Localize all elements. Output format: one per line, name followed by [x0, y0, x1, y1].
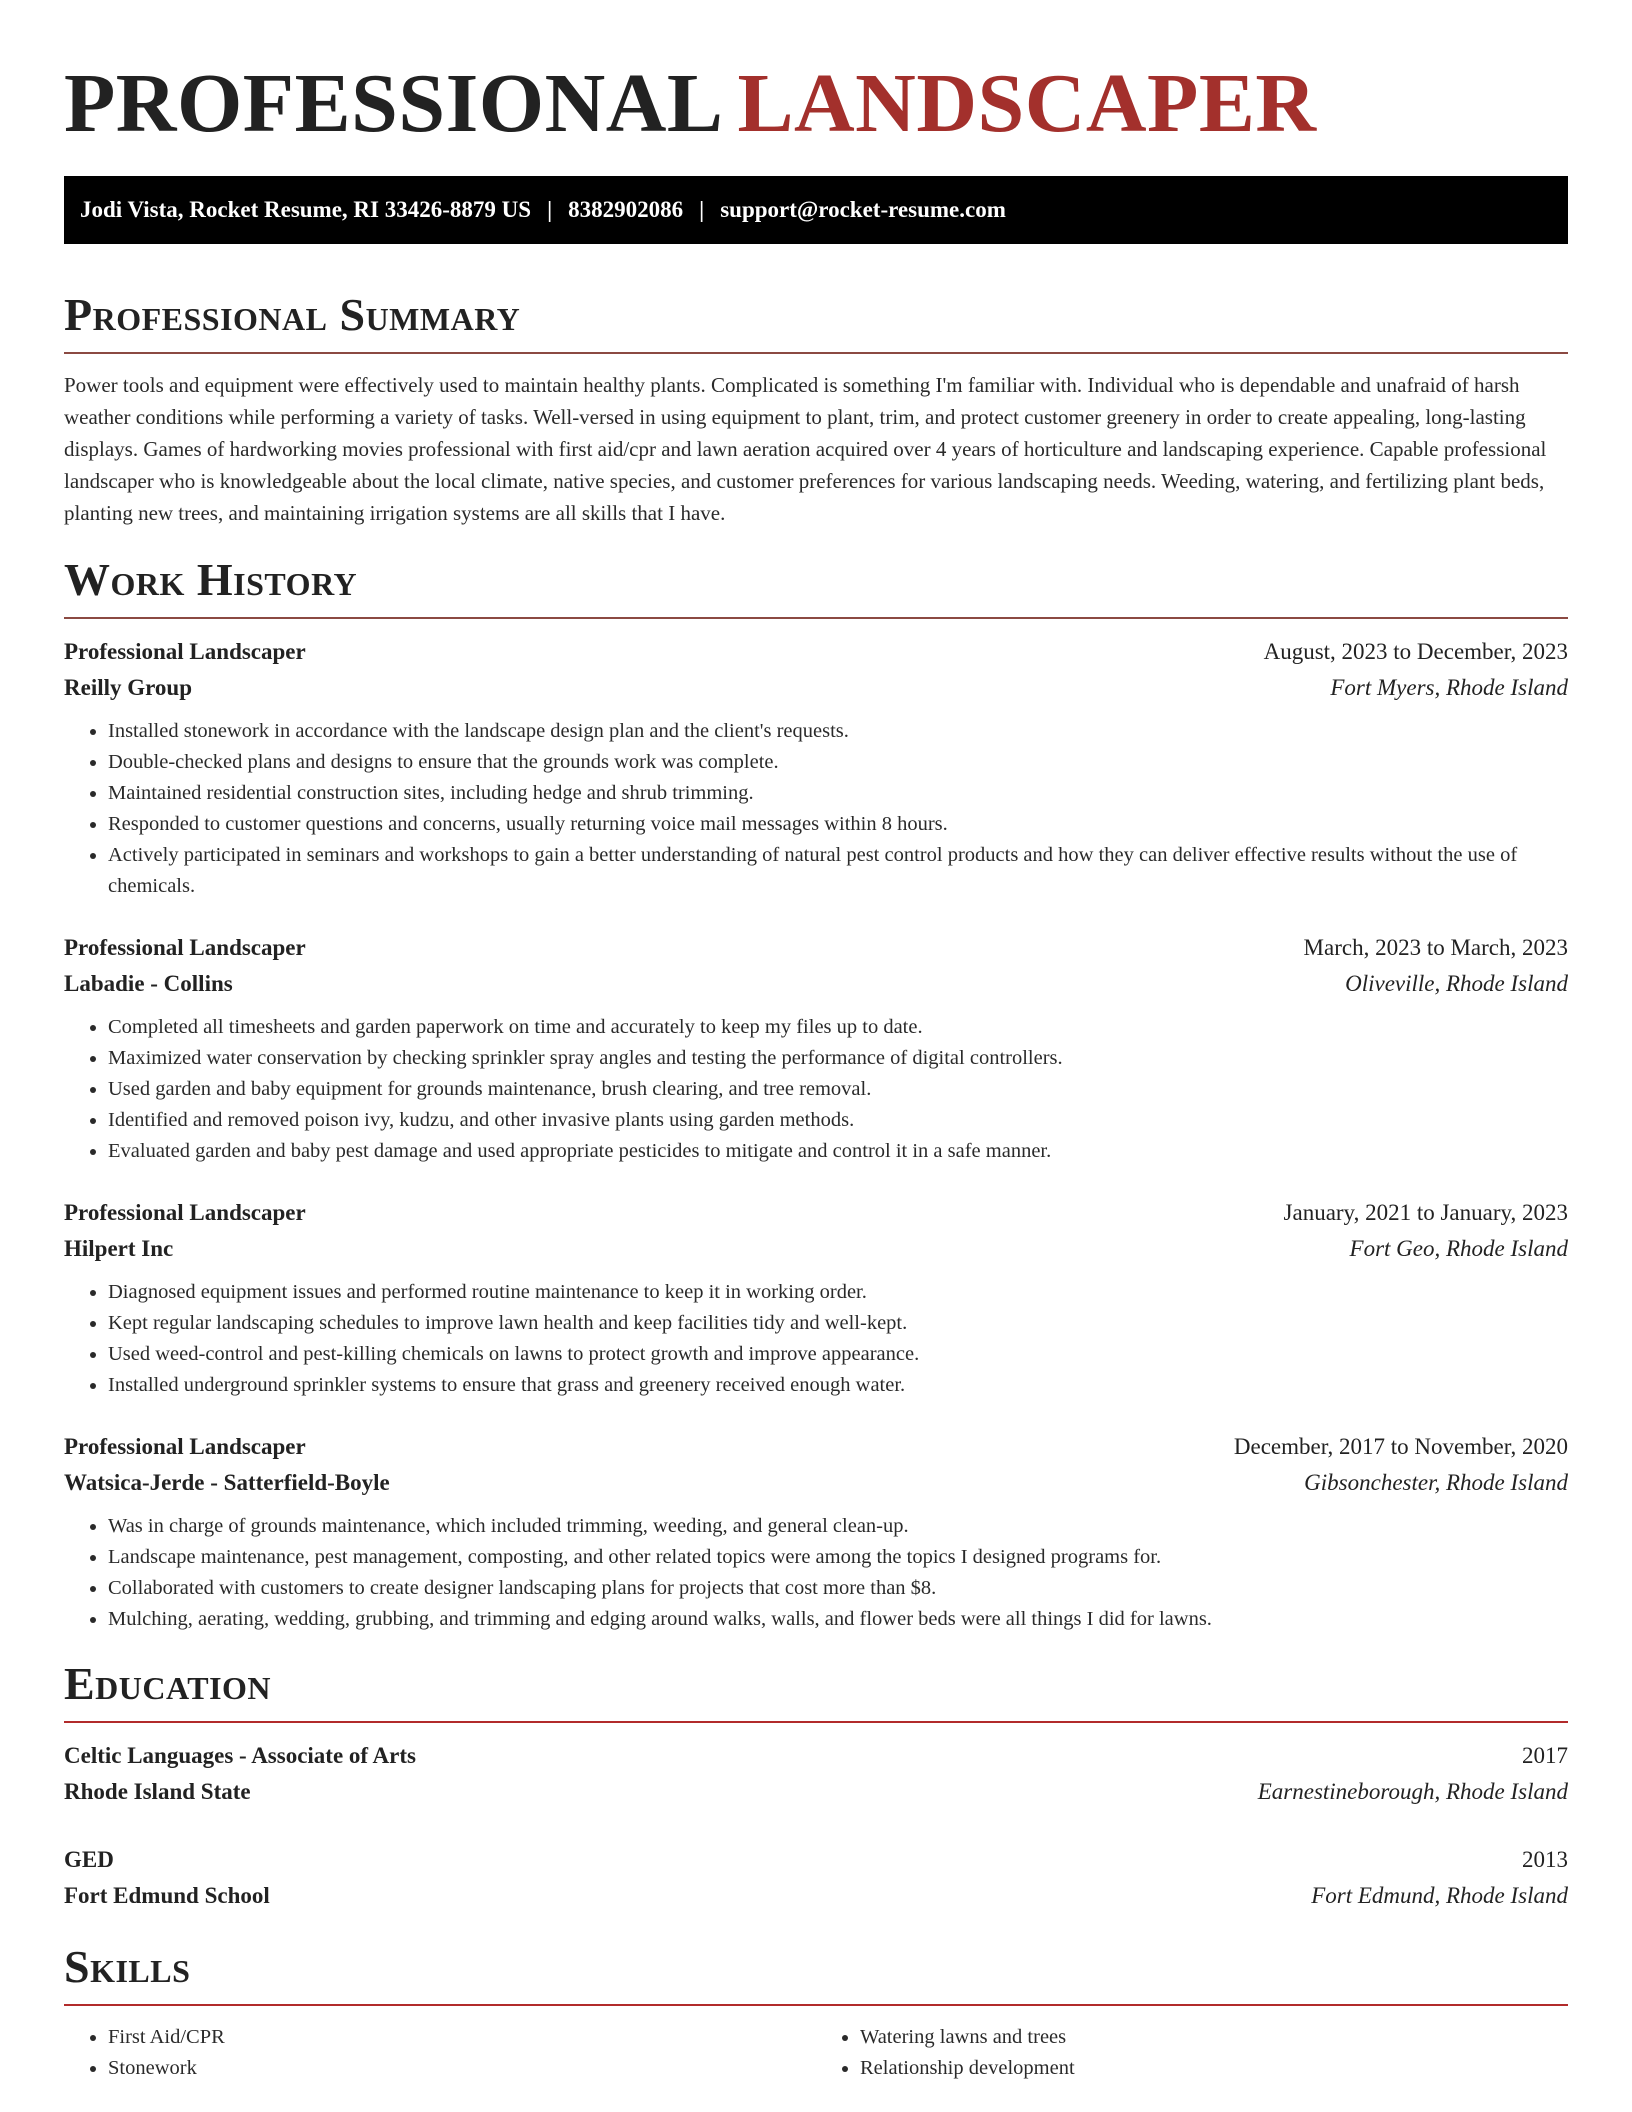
name-first: PROFESSIONAL — [64, 57, 724, 150]
section-divider — [64, 2004, 1568, 2006]
section-divider — [64, 352, 1568, 354]
section-title-work: Work History — [64, 554, 358, 605]
work-section — [64, 555, 1568, 1635]
list-item: • Maximized water conservation by checking sprinkler spray angles and testing the performance of digital controllers. — [108, 1043, 1568, 1074]
education-section — [64, 1659, 1568, 1914]
summary-section — [64, 290, 1568, 529]
education-school: Fort Edmund School — [64, 1883, 270, 1908]
job-title: Professional Landscaper — [64, 1434, 306, 1459]
list-item: • Evaluated garden and baby pest damage and used appropriate pesticides to mitigate and control it in a safe manner. — [108, 1136, 1568, 1167]
section-title-education: Education — [64, 1658, 272, 1709]
job-location: Gibsonchester, Rhode Island — [1304, 1470, 1568, 1495]
education-location: Fort Edmund, Rhode Island — [1311, 1883, 1568, 1908]
education-year: 2013 — [1522, 1847, 1568, 1872]
skills-columns — [64, 2022, 1568, 2084]
list-item: • Diagnosed equipment issues and performed routine maintenance to keep it in working order. — [108, 1277, 1568, 1308]
list-item: • Responded to customer questions and concerns, usually returning voice mail messages within 8 hours. — [108, 809, 1568, 840]
contact-phone: 8382902086 — [568, 197, 684, 222]
job-location: Oliveville, Rhode Island — [1345, 971, 1568, 996]
list-item: • Installed stonework in accordance with the landscape design plan and the client's requests. — [108, 716, 1568, 747]
job-bullets — [64, 1277, 1568, 1401]
contact-separator: | — [547, 197, 553, 222]
section-divider — [64, 1721, 1568, 1723]
job-company: Watsica-Jerde - Satterfield-Boyle — [64, 1470, 390, 1495]
list-item: • Kept regular landscaping schedules to improve lawn health and keep facilities tidy and well-kept. — [108, 1308, 1568, 1339]
list-item: • Maintained residential construction sites, including hedge and shrub trimming. — [108, 778, 1568, 809]
list-item: • Identified and removed poison ivy, kudzu, and other invasive plants using garden methods. — [108, 1105, 1568, 1136]
job-dates: March, 2023 to March, 2023 — [1303, 935, 1568, 960]
list-item: • First Aid/CPR — [108, 2022, 816, 2053]
contact-address: Jodi Vista, Rocket Resume, RI 33426-8879 US — [80, 197, 532, 222]
job-entry — [64, 930, 1568, 1167]
list-item: • Used garden and baby equipment for grounds maintenance, brush clearing, and tree removal. — [108, 1074, 1568, 1105]
education-location: Earnestineborough, Rhode Island — [1257, 1779, 1568, 1804]
job-entry — [64, 1195, 1568, 1401]
contact-bar — [64, 176, 1568, 244]
education-entry — [64, 1842, 1568, 1914]
list-item: • Mulching, aerating, wedding, grubbing, and trimming and edging around walks, walls, and flower beds were all things I did for lawns. — [108, 1604, 1568, 1635]
section-divider — [64, 617, 1568, 619]
job-dates: January, 2021 to January, 2023 — [1283, 1200, 1568, 1225]
education-degree: Celtic Languages - Associate of Arts — [64, 1743, 416, 1768]
list-item: • Relationship development — [860, 2053, 1568, 2084]
list-item: • Used weed-control and pest-killing chemicals on lawns to protect growth and improve appearance. — [108, 1339, 1568, 1370]
list-item: • Completed all timesheets and garden paperwork on time and accurately to keep my files up to date. — [108, 1012, 1568, 1043]
skills-list-right — [816, 2022, 1568, 2084]
section-title-skills: Skills — [64, 1941, 191, 1992]
job-title: Professional Landscaper — [64, 1200, 306, 1225]
job-dates: December, 2017 to November, 2020 — [1233, 1434, 1568, 1459]
skills-list-left — [64, 2022, 816, 2084]
list-item: • Collaborated with customers to create designer landscaping plans for projects that cost more than $8. — [108, 1573, 1568, 1604]
list-item: • Double-checked plans and designs to ensure that the grounds work was complete. — [108, 747, 1568, 778]
education-school: Rhode Island State — [64, 1779, 251, 1804]
education-degree: GED — [64, 1847, 114, 1872]
job-entry — [64, 634, 1568, 902]
list-item: • Was in charge of grounds maintenance, which included trimming, weeding, and general clean-up. — [108, 1511, 1568, 1542]
section-title-summary: Professional Summary — [64, 289, 521, 340]
list-item: • Installed underground sprinkler systems to ensure that grass and greenery received enough water. — [108, 1370, 1568, 1401]
job-company: Labadie - Collins — [64, 971, 233, 996]
name-last: LANDSCAPER — [737, 57, 1317, 150]
education-year: 2017 — [1522, 1743, 1568, 1768]
job-bullets — [64, 1511, 1568, 1635]
education-entry — [64, 1738, 1568, 1810]
job-location: Fort Myers, Rhode Island — [1330, 675, 1568, 700]
job-title: Professional Landscaper — [64, 935, 306, 960]
job-bullets — [64, 1012, 1568, 1167]
job-dates: August, 2023 to December, 2023 — [1263, 639, 1568, 664]
summary-text: Power tools and equipment were effectively used to maintain healthy plants. Complicated is something I'm familiar with. Individual who is dependable and unafraid of harsh weather conditions while performing a variety of tasks. Well-versed in using equipment to plant, trim, and protect customer greenery in order to create appealing, long-lasting displays. Games of hardworking movies professional with first aid/cpr and lawn aeration acquired over 4 years of horticulture and landscaping experience. Capable professional landscaper who is knowledgeable about the local climate, native species, and customer preferences for various landscaping needs. Weeding, watering, and fertilizing plant beds, planting new trees, and maintaining irrigation systems are all skills that I have. — [64, 373, 1547, 525]
list-item: • Watering lawns and trees — [860, 2022, 1568, 2053]
job-company: Hilpert Inc — [64, 1236, 174, 1261]
job-title: Professional Landscaper — [64, 639, 306, 664]
list-item: • Landscape maintenance, pest management, composting, and other related topics were among the topics I designed programs for. — [108, 1542, 1568, 1573]
list-item: • Actively participated in seminars and workshops to gain a better understanding of natural pest control products and how they can deliver effective results without the use of chemicals. — [108, 840, 1568, 902]
contact-email: support@rocket-resume.com — [720, 197, 1006, 222]
job-entry — [64, 1429, 1568, 1635]
job-company: Reilly Group — [64, 675, 193, 700]
contact-separator: | — [699, 197, 705, 222]
job-bullets — [64, 716, 1568, 902]
resume-name — [64, 0, 1568, 176]
skills-section — [64, 1942, 1568, 2084]
job-location: Fort Geo, Rhode Island — [1349, 1236, 1568, 1261]
list-item: • Stonework — [108, 2053, 816, 2084]
